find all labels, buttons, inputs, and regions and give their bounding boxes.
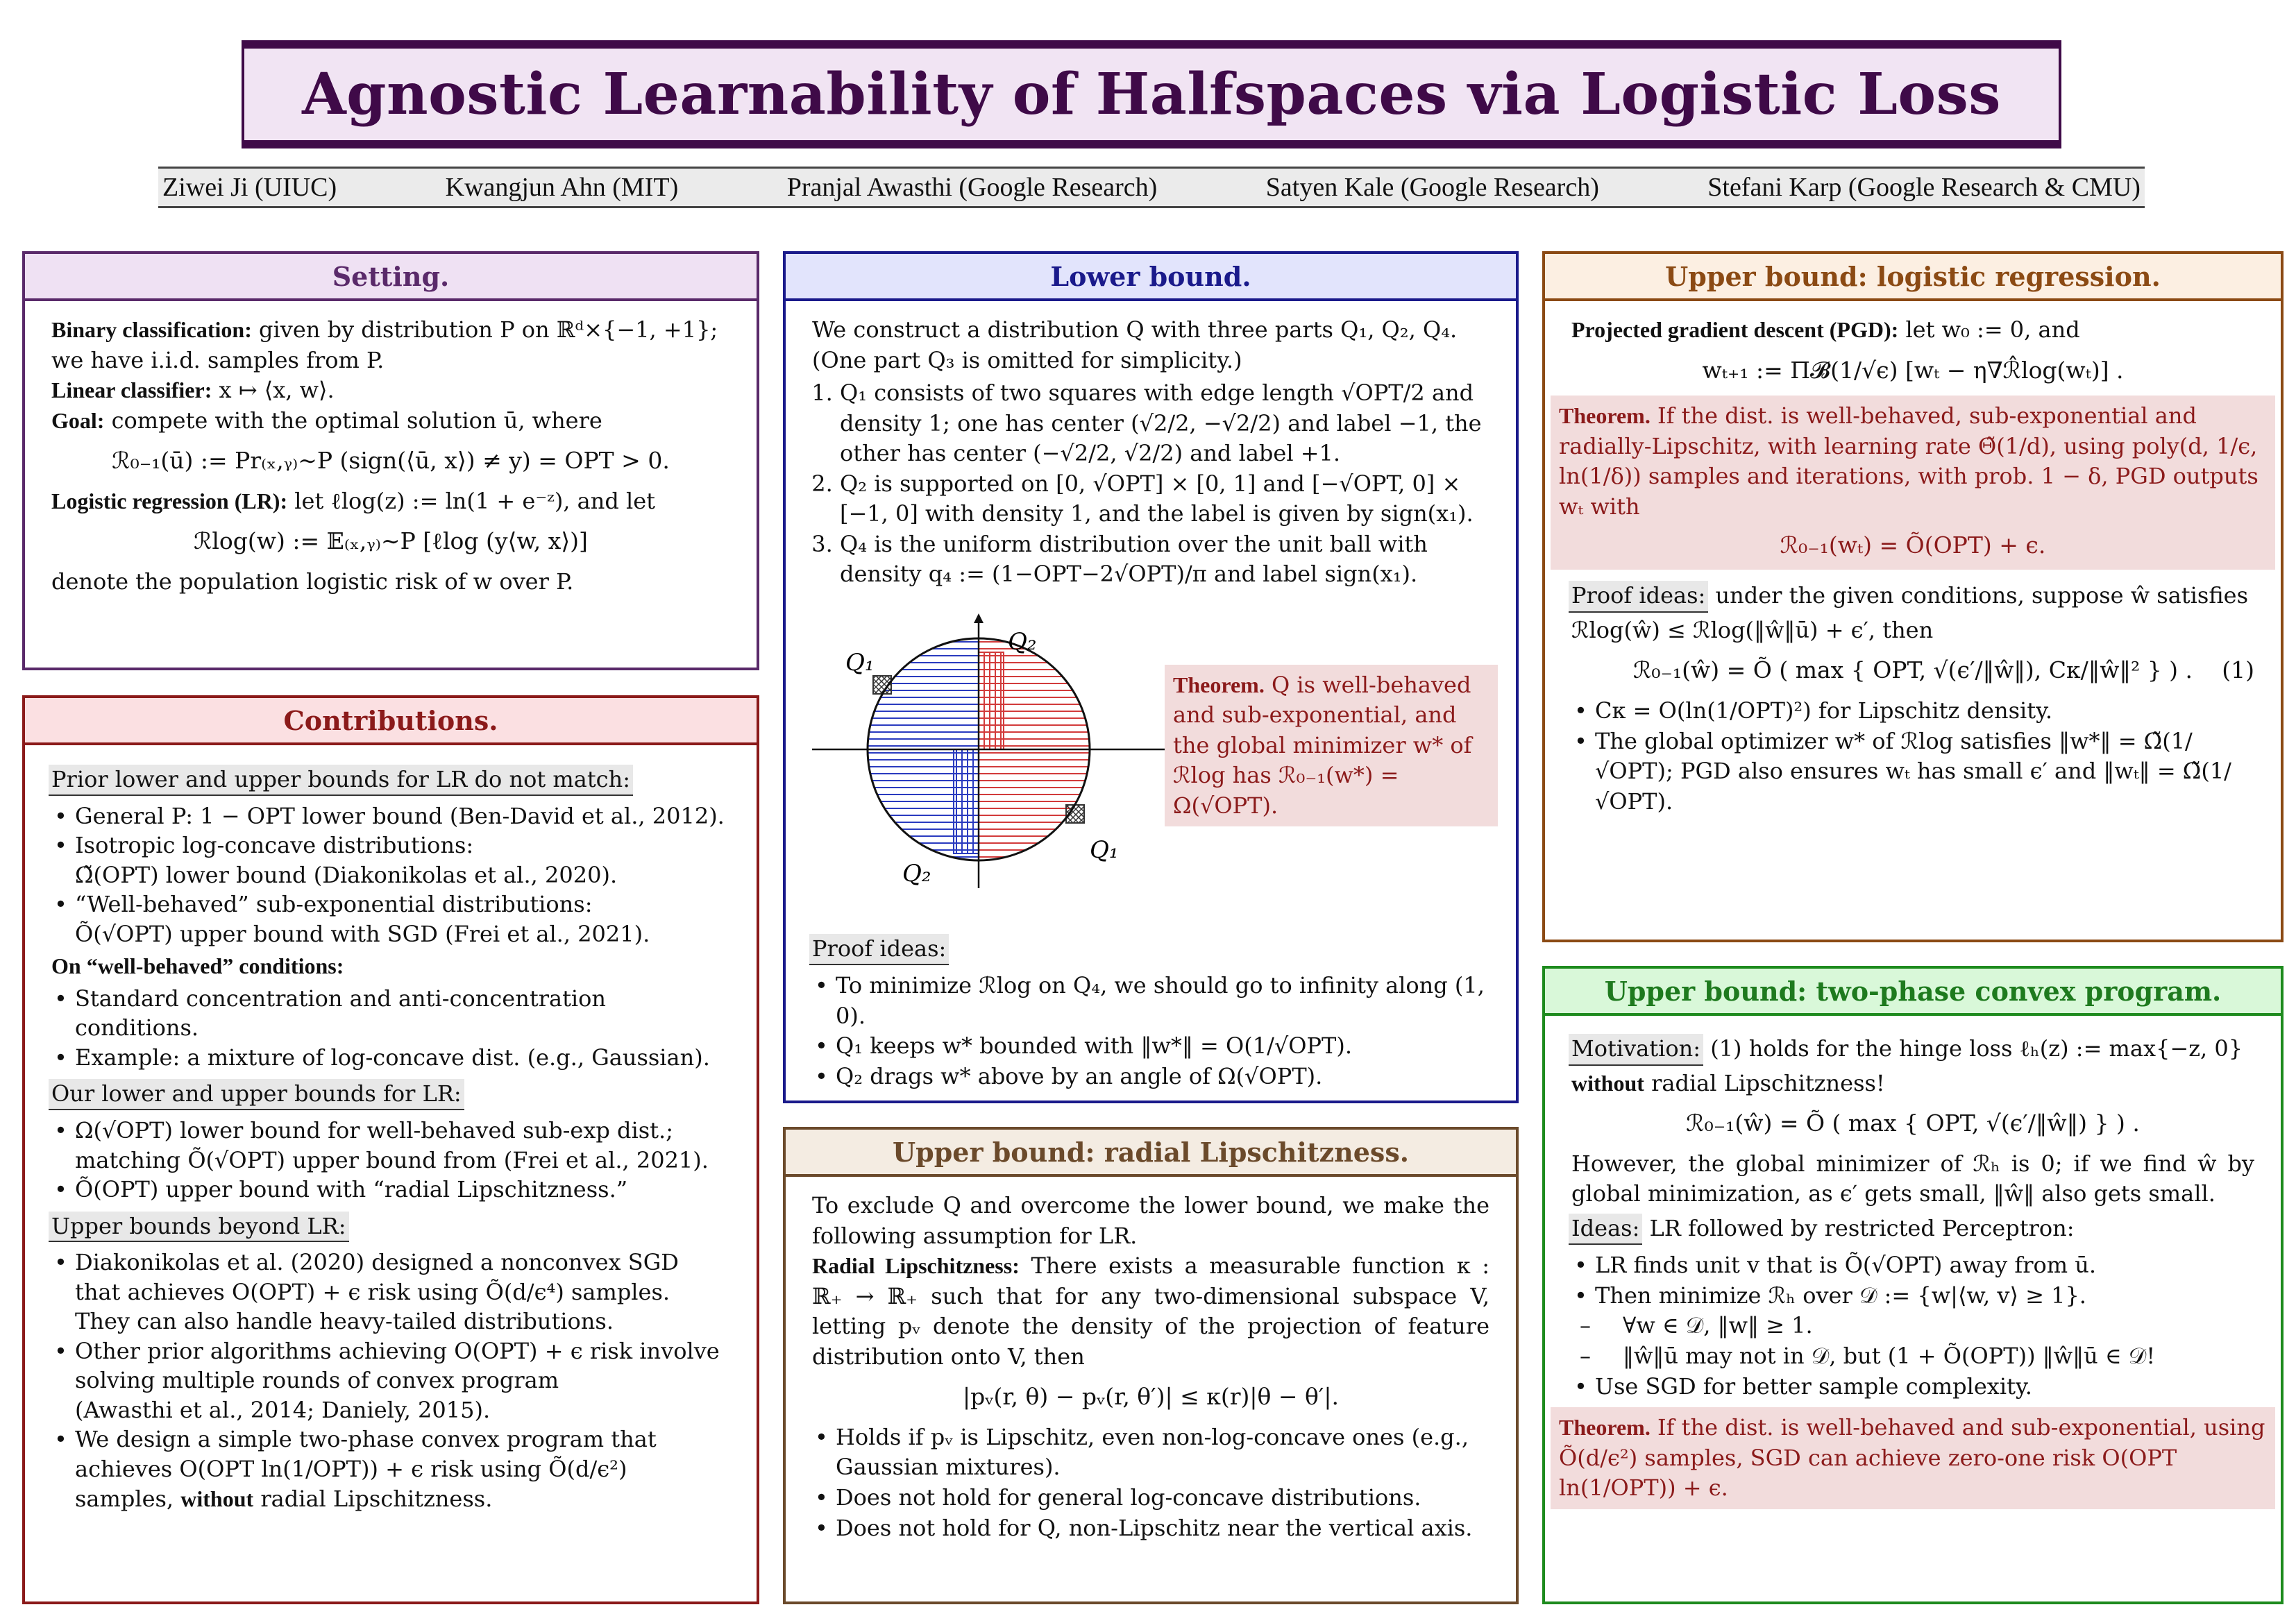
logistic-body bbox=[1545, 301, 2281, 833]
linear-text: x ↦ ⟨x, w⟩. bbox=[219, 377, 335, 404]
radial-label: Radial Lipschitzness: bbox=[812, 1253, 1020, 1279]
author: Satyen Kale (Google Research) bbox=[1265, 173, 1599, 202]
list-item: • Does not hold for general log-concave distributions. bbox=[836, 1483, 1489, 1513]
goal-label: Goal: bbox=[51, 407, 105, 433]
setting-body bbox=[25, 301, 757, 611]
label-q1-upper: Q₁ bbox=[845, 648, 875, 677]
list-item: • Other prior algorithms achieving O(OPT) + ϵ risk involve solving multiple rounds of convex program (Awasthi et al., 2014; Daniely, 2015). bbox=[75, 1336, 730, 1425]
list-item: 3. Q₄ is the uniform distribution over the unit ball with density q₄ := (1−OPT−2√OPT)/π and label sign(x₁). bbox=[840, 529, 1489, 590]
prior-bounds-subheading: Prior lower and upper bounds for LR do not match: bbox=[49, 765, 633, 796]
lower-bound-panel bbox=[783, 251, 1519, 1103]
sub-list-item: – ‖ŵ‖ū may not in 𝒟, but (1 + Õ(OPT)) ‖ŵ‖ū ∈ 𝒟! bbox=[1623, 1341, 2254, 1372]
list-item: • LR finds unit v that is Õ(√OPT) away from ū. bbox=[1595, 1250, 2254, 1281]
poster-title: Agnostic Learnability of Halfspaces via Logistic Loss bbox=[302, 61, 2001, 128]
two-phase-paragraph: However, the global minimizer of ℛₕ is 0; if we find ŵ by global minimization, as ϵ′ gets small, ‖ŵ‖ also gets small. bbox=[1571, 1150, 2254, 1207]
contributions-panel bbox=[22, 695, 759, 1604]
list-item: • The global optimizer w* of ℛlog satisfies ‖w*‖ = Ω̃(1/√OPT); PGD also ensures wₜ has small ϵ′ and ‖wₜ‖ = Ω̃(1/√OPT). bbox=[1595, 726, 2254, 817]
list-item: 2. Q₂ is supported on [0, √OPT] × [0, 1] and [−√OPT, 0] × [−1, 0] with density 1, and the label is given by sign(x₁). bbox=[840, 469, 1489, 529]
ideas-subheading: Ideas: bbox=[1569, 1214, 1642, 1246]
lower-bound-intro: We construct a distribution Q with three parts Q₁, Q₂, Q₄. (One part Q₃ is omitted for simplicity.) bbox=[812, 316, 1458, 373]
zero-one-bound-equation: ℛ₀₋₁(ŵ) = Õ ( max { OPT, √(ϵ′/‖ŵ‖), Cκ/‖ŵ‖² } ) . (1) bbox=[1571, 655, 2254, 686]
list-item: • Isotropic log-concave distributions: Ω̃(OPT) lower bound (Diakonikolas et al., 2020). bbox=[75, 831, 730, 890]
pgd-text: let w₀ := 0, and bbox=[1905, 316, 2080, 343]
lr-label: Logistic regression (LR): bbox=[51, 488, 288, 513]
radial-text: There exists a measurable function κ : ℝ₊ → ℝ₊ such that for any two-dimensional subspace V, letting pᵥ denote the density of the projection of feature distribution onto V, then bbox=[812, 1252, 1490, 1370]
hinge-bound-equation: ℛ₀₋₁(ŵ) = Õ ( max { OPT, √(ϵ′/‖ŵ‖) } ) . bbox=[1686, 1110, 2140, 1137]
two-phase-theorem: Theorem. If the dist. is well-behaved and sub-exponential, using Õ(d/ϵ²) samples, SGD can achieve zero-one risk O(OPT ln(1/OPT)) + ϵ. bbox=[1551, 1407, 2275, 1509]
zero-one-risk-equation: ℛ₀₋₁(ū) := Pr₍ₓ,ᵧ₎∼P (sign(⟨ū, x⟩) ≠ y) = OPT > 0. bbox=[112, 447, 670, 475]
logistic-regression-panel bbox=[1542, 251, 2284, 942]
pgd-label: Projected gradient descent (PGD): bbox=[1571, 317, 1899, 342]
list-item: • Then minimize ℛₕ over 𝒟 := {w|⟨w, v⟩ ≥ 1}. – ∀w ∈ 𝒟, ‖w‖ ≥ 1. – ‖ŵ‖ū may not in 𝒟, but (1 + Õ(OPT)) ‖ŵ‖ū ∈ 𝒟! bbox=[1595, 1281, 2254, 1372]
setting-closing: denote the population logistic risk of w over P. bbox=[51, 568, 574, 595]
two-phase-heading: Upper bound: two-phase convex program. bbox=[1545, 969, 2281, 1016]
list-item: • Use SGD for better sample complexity. bbox=[1595, 1372, 2254, 1402]
list-item: • Standard concentration and anti-concentration conditions. bbox=[75, 984, 730, 1043]
radial-heading: Upper bound: radial Lipschitzness. bbox=[786, 1130, 1516, 1177]
author: Stefani Karp (Google Research & CMU) bbox=[1707, 173, 2141, 202]
radial-lipschitz-panel bbox=[783, 1127, 1519, 1604]
linear-label: Linear classifier: bbox=[51, 377, 212, 403]
contributions-body bbox=[25, 745, 757, 1530]
label-q2-lower: Q₂ bbox=[902, 859, 931, 887]
setting-heading: Setting. bbox=[25, 254, 757, 301]
two-phase-panel bbox=[1542, 966, 2284, 1604]
logistic-heading: Upper bound: logistic regression. bbox=[1545, 254, 2281, 301]
list-item: • General P: 1 − OPT lower bound (Ben-David et al., 2012). bbox=[75, 801, 730, 831]
author-list bbox=[158, 167, 2145, 208]
well-behaved-subheading: On “well-behaved” conditions: bbox=[51, 953, 344, 979]
setting-panel bbox=[22, 251, 759, 670]
lower-bound-heading: Lower bound. bbox=[786, 254, 1516, 301]
motivation-subheading: Motivation: bbox=[1569, 1034, 1703, 1066]
radial-equation: |pᵥ(r, θ) − pᵥ(r, θ′)| ≤ κ(r)|θ − θ′|. bbox=[962, 1383, 1340, 1411]
radial-intro: To exclude Q and overcome the lower bound, we make the following assumption for LR. bbox=[812, 1192, 1489, 1249]
list-item: • Cκ = O(ln(1/OPT)²) for Lipschitz density. bbox=[1595, 696, 2254, 726]
q2-lower-strip bbox=[954, 749, 979, 853]
pgd-update-equation: wₜ₊₁ := Π𝓑(1/√ϵ) [wₜ − η∇ℛ̂log(wₜ)] . bbox=[1702, 356, 2124, 384]
logistic-risk-equation: ℛlog(w) := 𝔼₍ₓ,ᵧ₎∼P [ℓlog (y⟨w, x⟩)] bbox=[194, 527, 588, 555]
unit-ball-diagram bbox=[798, 604, 1187, 895]
author: Ziwei Ji (UIUC) bbox=[162, 173, 337, 202]
q2-upper-strip bbox=[979, 652, 1004, 749]
lower-bound-theorem: Theorem. Q is well-behaved and sub-exponential, and the global minimizer w* of ℛlog has ℛ₀₋₁(w*) = Ω(√OPT). bbox=[1165, 665, 1498, 827]
list-item: 1. Q₁ consists of two squares with edge length √OPT/2 and density 1; one has center (√2/2, −√2/2) and label −1, the other has center (−√2/2, √2/2) and label +1. bbox=[840, 378, 1489, 469]
logistic-proof-subheading: Proof ideas: bbox=[1569, 581, 1708, 613]
logistic-theorem: Theorem. If the dist. is well-behaved, sub-exponential and radially-Lipschitz, with learning rate Θ̃(1/d), using poly(d, 1/ϵ, ln(1/δ)) samples and iterations, with prob. 1 − δ, PGD outputs wₜ with ℛ₀₋₁(wₜ) = Õ(OPT) + ϵ. bbox=[1551, 396, 2275, 570]
list-item: • Q₁ keeps w* bounded with ‖w*‖ = O(1/√OPT). bbox=[836, 1031, 1489, 1062]
contributions-heading: Contributions. bbox=[25, 698, 757, 745]
list-item: • Q₂ drags w* above by an angle of Ω(√OPT). bbox=[836, 1062, 1489, 1092]
construction-figure bbox=[798, 604, 1485, 923]
label-q2-upper: Q₂ bbox=[1008, 627, 1037, 656]
label-q1-lower: Q₁ bbox=[1090, 835, 1119, 864]
sub-list-item: – ∀w ∈ 𝒟, ‖w‖ ≥ 1. bbox=[1623, 1311, 2254, 1341]
poster-title-bar bbox=[242, 40, 2061, 148]
goal-text: compete with the optimal solution ū, where bbox=[111, 407, 602, 434]
radial-body bbox=[786, 1177, 1516, 1560]
our-bounds-subheading: Our lower and upper bounds for LR: bbox=[49, 1079, 464, 1110]
equation-number: (1) bbox=[2222, 656, 2254, 684]
list-item: • Ω(√OPT) lower bound for well-behaved sub-exp dist.; matching Õ(√OPT) upper bound from (Frei et al., 2021). bbox=[75, 1116, 730, 1175]
binary-text: given by distribution P on ℝᵈ×{−1, +1}; we have i.i.d. samples from P. bbox=[51, 316, 718, 373]
binary-label: Binary classification: bbox=[51, 317, 252, 342]
author: Kwangjun Ahn (MIT) bbox=[445, 173, 679, 202]
list-item: • Does not hold for Q, non-Lipschitz near the vertical axis. bbox=[836, 1513, 1489, 1544]
logistic-proof-text: under the given conditions, suppose ŵ satisfies ℛlog(ŵ) ≤ ℛlog(‖ŵ‖ū) + ϵ′, then bbox=[1571, 582, 2249, 643]
lower-bound-body bbox=[786, 301, 1516, 1108]
two-phase-body: Motivation: (1) holds for the hinge loss ℓₕ(z) := max{−z, 0} without radial Lipschitzness! ℛ₀₋₁(ŵ) = Õ ( max { OPT, √(ϵ′/‖ŵ‖) } ) . However, the global minimizer of ℛₕ is 0; if we find ŵ by global minimization, as ϵ′ gets small, ‖ŵ‖ also gets small. Ideas: LR followed by restricted Perceptron: • LR finds unit v that is Õ(√OPT) away from ū. • Then minimize ℛₕ over 𝒟 := {w|⟨w, v⟩ ≥ 1}. – ∀w ∈ 𝒟, ‖w‖ ≥ 1. – ‖ŵ‖ū may not in 𝒟, but (1 + Õ(OPT)) ‖ŵ‖ū ∈ 𝒟! • Use SGD for better sample complexity. Theorem. If the dist. is well-behaved and sub-exponential, using Õ(d/ϵ²) samples, SGD can achieve zero-one risk O(OPT ln(1/OPT)) + ϵ. bbox=[1545, 1016, 2281, 1529]
list-item: • We design a simple two-phase convex program that achieves O(OPT ln(1/OPT)) + ϵ risk using Õ(d/ϵ²) samples, without radial Lipschitzness. bbox=[75, 1425, 730, 1513]
list-item: • “Well-behaved” sub-exponential distributions: Õ(√OPT) upper bound with SGD (Frei et al., 2021). bbox=[75, 890, 730, 949]
list-item: • Holds if pᵥ is Lipschitz, even non-log-concave ones (e.g., Gaussian mixtures). bbox=[836, 1422, 1489, 1483]
lower-proof-subheading: Proof ideas: bbox=[809, 934, 949, 966]
author: Pranjal Awasthi (Google Research) bbox=[786, 173, 1158, 202]
lr-text: let ℓlog(z) := ln(1 + e⁻ᶻ), and let bbox=[294, 487, 656, 514]
list-item: • Example: a mixture of log-concave dist. (e.g., Gaussian). bbox=[75, 1043, 730, 1073]
beyond-lr-subheading: Upper bounds beyond LR: bbox=[49, 1212, 349, 1243]
list-item: • To minimize ℛlog on Q₄, we should go to infinity along (1, 0). bbox=[836, 971, 1489, 1031]
list-item: • Õ(OPT) upper bound with “radial Lipschitzness.” bbox=[75, 1175, 730, 1205]
list-item: • Diakonikolas et al. (2020) designed a nonconvex SGD that achieves O(OPT) + ϵ risk using Õ(d/ϵ⁴) samples. They can also handle heavy-tailed distributions. bbox=[75, 1248, 730, 1336]
